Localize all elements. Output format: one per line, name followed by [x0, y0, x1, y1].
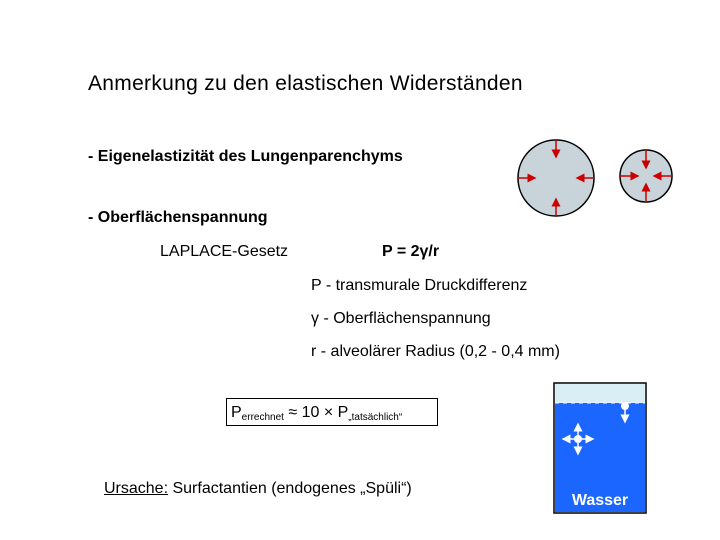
cause-label: Ursache: — [104, 480, 169, 497]
ratio-sub1: errechnet — [241, 412, 284, 423]
laplace-label: LAPLACE-Gesetz — [160, 243, 289, 260]
ratio-sub2: „tatsächlich“ — [348, 412, 403, 423]
definition-r: r - alveolärer Radius (0,2 - 0,4 mm) — [311, 343, 560, 360]
cause-line — [104, 480, 412, 498]
ratio-box — [226, 398, 438, 426]
small-alveolus-icon — [618, 148, 674, 204]
slide-title: Anmerkung zu den elastischen Widerständen — [88, 72, 523, 95]
bullet-oberflaechenspannung: - Oberflächenspannung — [88, 209, 268, 226]
water-diagram — [553, 382, 647, 514]
bullet-eigenelastizitaet: - Eigenelastizität des Lungenparenchyms — [88, 148, 403, 165]
definition-gamma: γ - Oberflächenspannung — [311, 310, 491, 327]
water-label: Wasser — [571, 492, 629, 509]
cause-text: Surfactantien (endogenes „Spüli“) — [168, 480, 412, 497]
large-alveolus-icon — [515, 137, 597, 219]
ratio-p1: P — [231, 404, 242, 421]
definition-p: P - transmurale Druckdifferenz — [311, 277, 528, 294]
water-container-icon — [553, 382, 647, 514]
ratio-mid: ≈ 10 × P — [283, 404, 349, 421]
laplace-formula: P = 2γ/r — [382, 243, 440, 260]
